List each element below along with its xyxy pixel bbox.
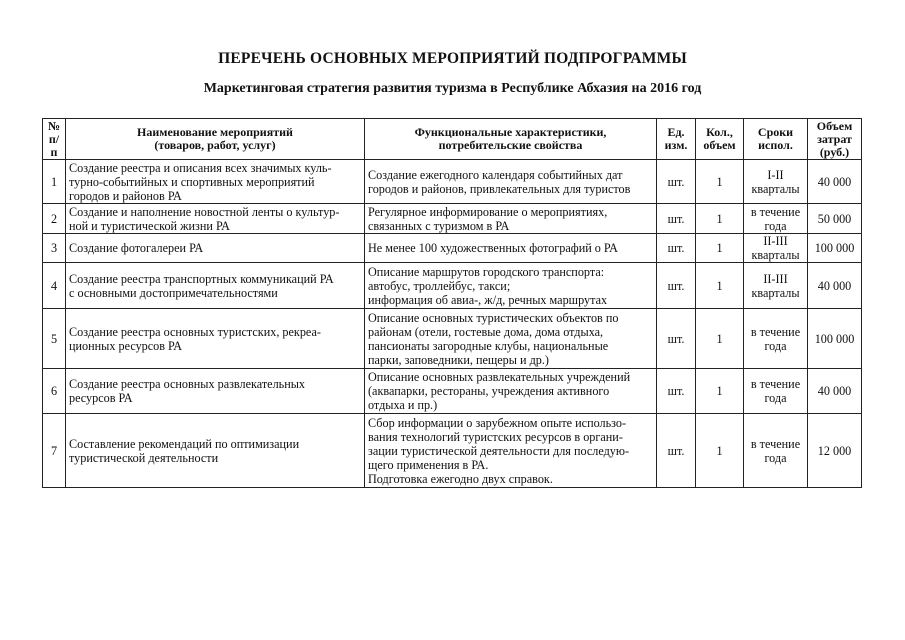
row-qty: 1 <box>696 414 744 488</box>
row-qty: 1 <box>696 369 744 414</box>
row-qty: 1 <box>696 204 744 234</box>
row-qty: 1 <box>696 263 744 309</box>
row-func: Не менее 100 художественных фотографий о РА <box>365 234 657 263</box>
row-term: в течение года <box>744 414 808 488</box>
table-row <box>43 234 862 263</box>
row-cost: 100 000 <box>808 309 862 369</box>
row-func: Сбор информации о зарубежном опыте использо- вания технологий туристских ресурсов в органи- зации туристической деятельности для последую- щего применения в РА. Подготовка ежегодно двух справок. <box>365 414 657 488</box>
row-func: Описание маршрутов городского транспорта: автобус, троллейбус, такси; информация об авиа-, ж/д, речных маршрутах <box>365 263 657 309</box>
document-subtitle: Маркетинговая стратегия развития туризма в Республике Абхазия на 2016 год <box>203 81 702 96</box>
row-num: 2 <box>43 204 66 234</box>
row-unit: шт. <box>657 309 696 369</box>
row-num: 3 <box>43 234 66 263</box>
row-unit: шт. <box>657 414 696 488</box>
row-unit: шт. <box>657 369 696 414</box>
header-unit: Ед. изм. <box>657 119 696 160</box>
row-cost: 40 000 <box>808 369 862 414</box>
table-row <box>43 204 862 234</box>
row-unit: шт. <box>657 204 696 234</box>
header-term: Сроки испол. <box>744 119 808 160</box>
row-func: Описание основных туристических объектов по районам (отели, гостевые дома, дома отдыха, пансионаты загородные клубы, национальные парки, заповедники, пещеры и др.) <box>365 309 657 369</box>
row-term: в течение года <box>744 369 808 414</box>
header-cost: Объем затрат (руб.) <box>808 119 862 160</box>
row-unit: шт. <box>657 234 696 263</box>
row-cost: 40 000 <box>808 160 862 204</box>
row-name: Составление рекомендаций по оптимизации туристической деятельности <box>66 414 365 488</box>
table-row <box>43 160 862 204</box>
table-row <box>43 414 862 488</box>
row-term: II-III кварталы <box>744 263 808 309</box>
row-term: I-II кварталы <box>744 160 808 204</box>
row-term: II-III кварталы <box>744 234 808 263</box>
row-num: 7 <box>43 414 66 488</box>
row-cost: 12 000 <box>808 414 862 488</box>
header-qty: Кол., объем <box>696 119 744 160</box>
row-name: Создание реестра и описания всех значимых куль- турно-событийных и спортивных мероприятий городов и районов РА <box>66 160 365 204</box>
activities-table <box>42 118 862 488</box>
row-qty: 1 <box>696 309 744 369</box>
row-term: в течение года <box>744 204 808 234</box>
table-row <box>43 263 862 309</box>
row-name: Создание реестра основных туристских, рекреа- ционных ресурсов РА <box>66 309 365 369</box>
row-cost: 40 000 <box>808 263 862 309</box>
row-name: Создание реестра транспортных коммуникаций РА с основными достопримечательностями <box>66 263 365 309</box>
row-name: Создание и наполнение новостной ленты о культур- ной и туристической жизни РА <box>66 204 365 234</box>
row-cost: 50 000 <box>808 204 862 234</box>
table-row <box>43 369 862 414</box>
table-header-row <box>43 119 862 160</box>
header-name: Наименование мероприятий (товаров, работ, услуг) <box>66 119 365 160</box>
row-unit: шт. <box>657 160 696 204</box>
row-qty: 1 <box>696 160 744 204</box>
table-row <box>43 309 862 369</box>
row-name: Создание фотогалереи РА <box>66 234 365 263</box>
header-num: № п/п <box>43 119 66 160</box>
row-func: Регулярное информирование о мероприятиях, связанных с туризмом в РА <box>365 204 657 234</box>
row-num: 6 <box>43 369 66 414</box>
row-num: 4 <box>43 263 66 309</box>
document-title: ПЕРЕЧЕНЬ ОСНОВНЫХ МЕРОПРИЯТИЙ ПОДПРОГРАММЫ <box>218 50 687 67</box>
row-term: в течение года <box>744 309 808 369</box>
header-func: Функциональные характеристики, потребительские свойства <box>365 119 657 160</box>
row-name: Создание реестра основных развлекательных ресурсов РА <box>66 369 365 414</box>
row-func: Создание ежегодного календаря событийных дат городов и районов, привлекательных для туристов <box>365 160 657 204</box>
row-num: 5 <box>43 309 66 369</box>
row-qty: 1 <box>696 234 744 263</box>
row-cost: 100 000 <box>808 234 862 263</box>
row-unit: шт. <box>657 263 696 309</box>
row-func: Описание основных развлекательных учреждений (аквапарки, рестораны, учреждения активного отдыха и пр.) <box>365 369 657 414</box>
row-num: 1 <box>43 160 66 204</box>
